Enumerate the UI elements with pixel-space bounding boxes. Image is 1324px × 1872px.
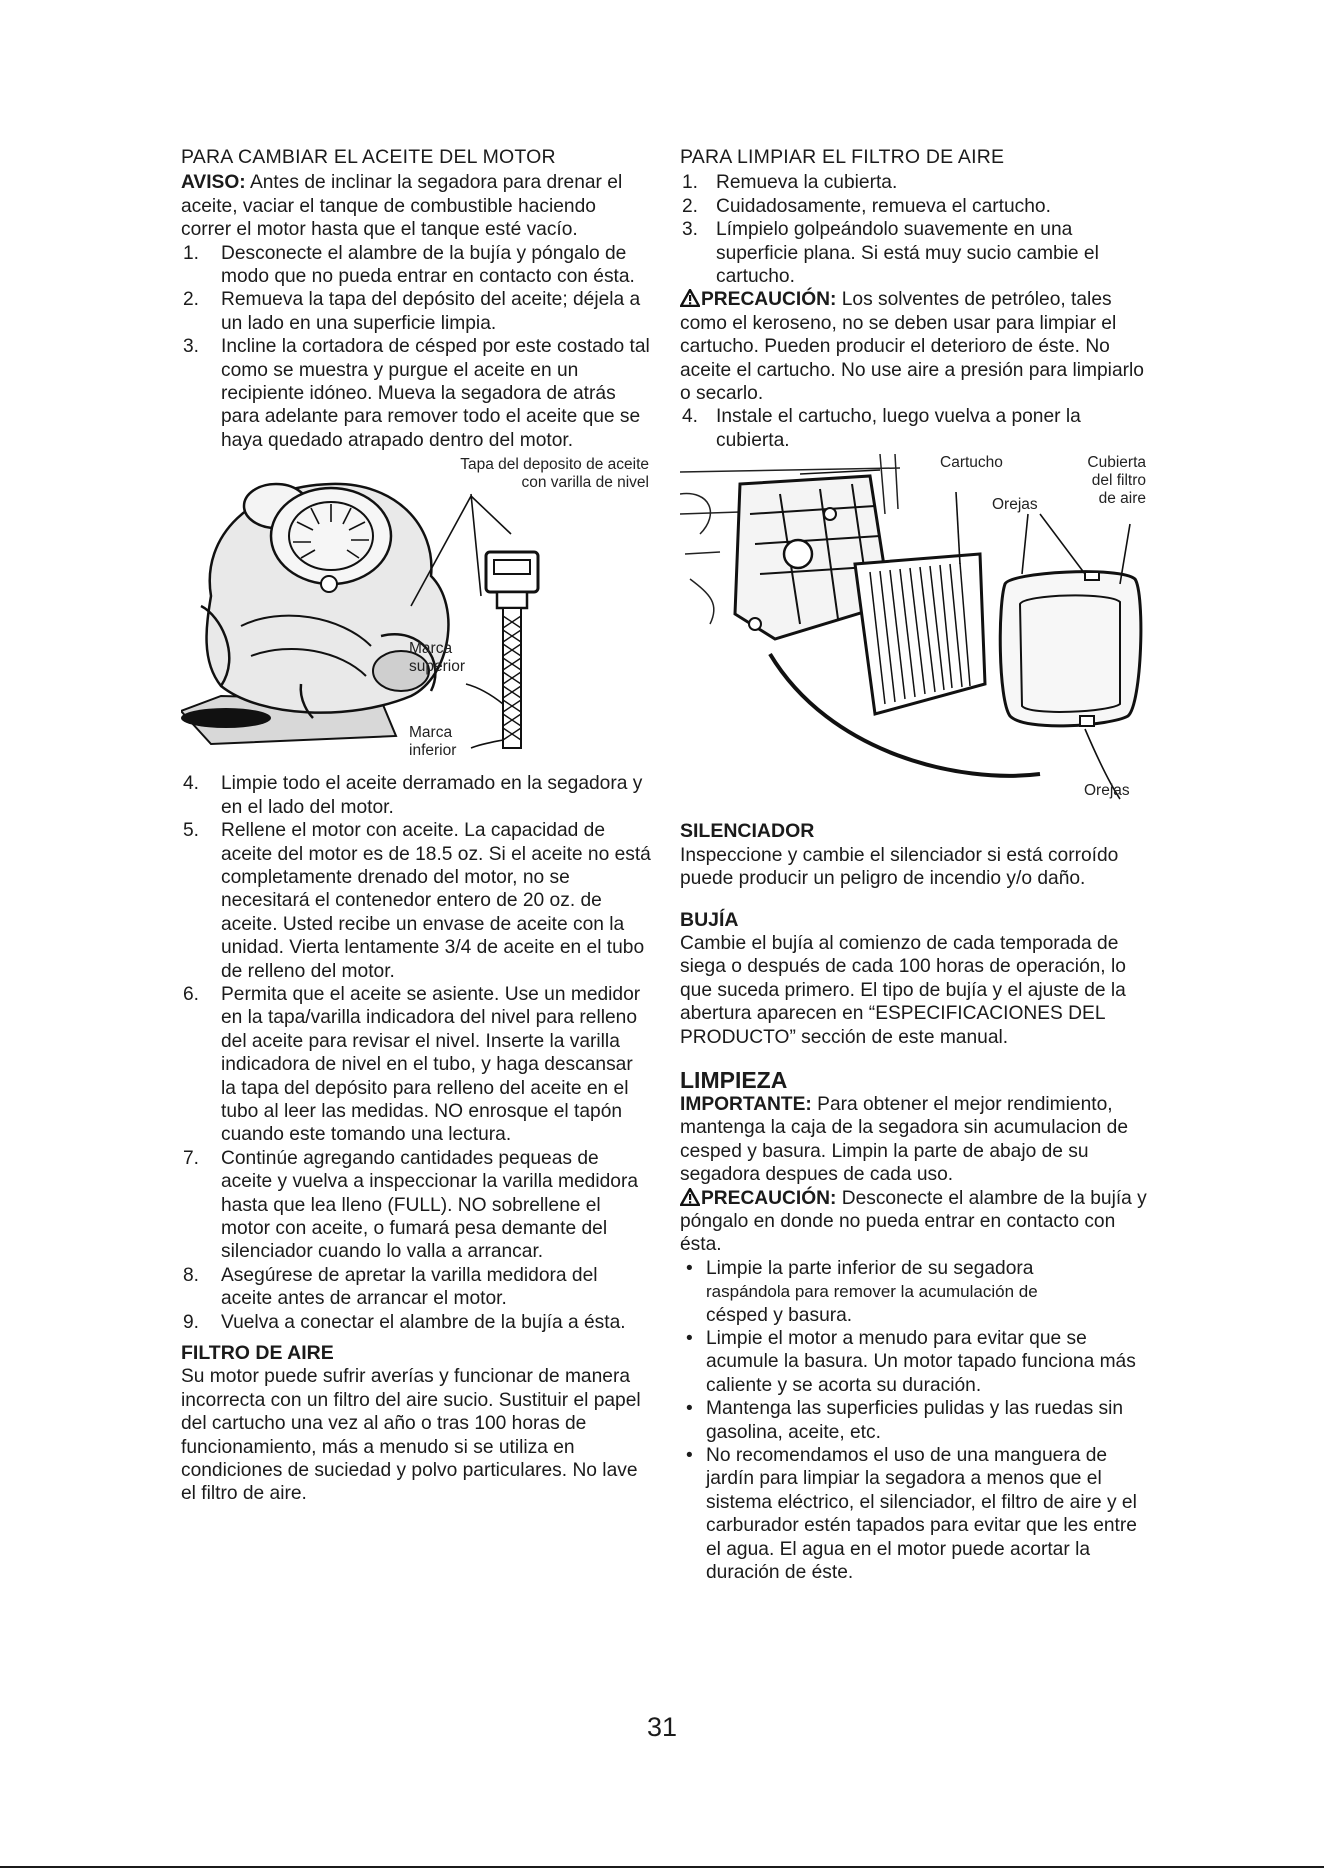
bullet-text: Limpie la parte inferior de su segadora	[706, 1257, 1034, 1279]
aviso-paragraph	[181, 171, 651, 241]
step-text: Rellene el motor con aceite. La capacidad de aceite del motor es de 18.5 oz. Si el aceite no está completamente drenado del motor, no se necesitará el contenedor entero de 20 oz. de aceite. Usted recibe un envase de aceite con la unidad. Vierta lentamente 3/4 de aceite en el tubo de relleno del motor.	[221, 820, 651, 982]
bullet-text: Mantenga las superficies pulidas y las ruedas sin gasolina, aceite, etc.	[706, 1398, 1124, 1443]
spark-plug-paragraph: Cambie el bujía al comienzo de cada temporada de siega o después de cada 100 horas de operación, lo que suceda primero. El tipo de bujía y el ajuste de la abertura aparecen en “ESPECIFICACIONES DEL PRODUCTO” sección de este manual.	[680, 932, 1126, 1048]
bullet-text: No recomendamos el uso de una manguera de jardín para limpiar la segadora a menos que el sistema eléctrico, el silenciador, el filtro de aire y el carburador estén tapados para evitar que les entre el agua. El agua en el motor puede acortar la duración de éste.	[706, 1445, 1137, 1584]
list-item	[181, 1264, 651, 1311]
bullet-text: Limpie el motor a menudo para evitar que se acumule la basura. Un motor tapado funciona más caliente y se acorta su duración.	[706, 1328, 1136, 1396]
list-item	[680, 1257, 1150, 1327]
upper-mark-line2: superior	[409, 658, 465, 676]
step-number: 1.	[183, 242, 200, 264]
oil-steps-list-a	[181, 242, 651, 453]
step-number: 7.	[183, 1147, 200, 1169]
air-filter-figure	[680, 454, 1150, 814]
cleaning-bullets	[680, 1257, 1150, 1585]
step-number: 2.	[682, 195, 699, 217]
warning-triangle-icon	[680, 1188, 700, 1206]
important-text: Para obtener el mejor rendimiento, mantenga la caja de la segadora sin acumulacion de cesped y basura. Limpin la parte de abajo de su segadora despues de cada uso.	[680, 1093, 1129, 1186]
step-text: Incline la cortadora de césped por este costado tal como se muestra y purgue el aceite en un recipiente idóneo. Mueva la segadora de atrás para adelante para remover todo el aceite que se haya quedado atrapado dentro del motor.	[221, 336, 650, 451]
lower-mark-line1: Marca	[409, 724, 453, 742]
caution-paragraph-2	[680, 1187, 1150, 1257]
step-text: Desconecte el alambre de la bujía y póngalo de modo que no pueda entrar en contacto con ésta.	[221, 242, 635, 288]
aviso-text: Antes de inclinar la segadora para drenar el aceite, vaciar el tanque de combustible haciendo correr el motor hasta que el tanque esté vacío.	[181, 172, 623, 241]
page-bottom-rule	[0, 1866, 1324, 1868]
cartucho-label: Cartucho	[940, 454, 1003, 472]
caution-label-1: PRECAUCIÓN:	[701, 289, 837, 311]
air-filter-illustration	[680, 454, 1150, 814]
step-number: 8.	[183, 1264, 200, 1286]
list-item	[181, 242, 651, 289]
lower-mark-label	[409, 724, 456, 760]
filter-steps-list-a	[680, 171, 1150, 288]
orejas-top-label: Orejas	[992, 496, 1038, 514]
cubierta-line3: de aire	[1098, 490, 1146, 508]
cap-label-line1: Tapa del deposito de aceite	[460, 456, 649, 474]
list-item	[181, 819, 651, 983]
list-item	[680, 171, 1150, 194]
cleaning-heading: LIMPIEZA	[680, 1066, 788, 1093]
oil-steps-list-b	[181, 772, 651, 1334]
step-text: Cuidadosamente, remueva el cartucho.	[716, 195, 1051, 217]
bullet-text-small: raspándola para remover la acumulación de	[706, 1282, 1038, 1302]
list-item	[181, 1147, 651, 1264]
list-item	[680, 1327, 1150, 1397]
air-filter-heading: FILTRO DE AIRE	[181, 1342, 334, 1365]
warning-triangle-icon	[680, 289, 700, 307]
lower-mark-line2: inferior	[409, 742, 457, 760]
right-column	[680, 146, 1150, 1584]
list-item	[181, 983, 651, 1147]
cap-label-line2: con varilla de nivel	[521, 474, 649, 492]
step-text: Asegúrese de apretar la varilla medidora del aceite antes de arrancar el motor.	[221, 1264, 598, 1310]
step-text: Limpie todo el aceite derramado en la segadora y en el lado del motor.	[221, 773, 643, 818]
oil-drain-figure	[181, 456, 651, 766]
cap-label	[413, 456, 649, 492]
left-column	[181, 146, 651, 1506]
step-number: 3.	[682, 219, 699, 241]
spark-plug-heading: BUJÍA	[680, 908, 739, 931]
spacer	[680, 1049, 1150, 1067]
oil-change-heading: PARA CAMBIAR EL ACEITE DEL MOTOR	[181, 146, 556, 168]
step-text: Continúe agregando cantidades pequeas de aceite y vuelva a inspeccionar la varilla medidora hasta que lea lleno (FULL). NO sobrellene el motor con aceite, o fumará pesa demante del silenciador cuando lo valla a arrancar.	[221, 1147, 639, 1263]
important-paragraph	[680, 1093, 1150, 1187]
caution-text-2: Desconecte el alambre de la bujía y póngalo en donde no pueda entrar en contacto con ésta.	[680, 1187, 1147, 1256]
mower-tilted-illustration	[181, 456, 651, 766]
step-number: 4.	[682, 406, 699, 428]
important-label: IMPORTANTE:	[680, 1093, 812, 1115]
list-item	[181, 335, 651, 452]
muffler-paragraph: Inspeccione y cambie el silenciador si está corroído puede producir un peligro de incendio y/o daño.	[680, 844, 1119, 890]
list-item	[680, 405, 1150, 452]
upper-mark-label	[409, 640, 465, 676]
spacer	[680, 891, 1150, 909]
orejas-bottom-label: Orejas	[1084, 782, 1130, 800]
air-filter-paragraph: Su motor puede sufrir averías y funcionar de manera incorrecta con un filtro del aire sucio. Sustituir el papel del cartucho una vez al año o tras 100 horas de funcionamiento, más a menudo si se utiliza en condiciones de suciedad y polvo particulares. No lave el filtro de aire.	[181, 1366, 641, 1505]
step-number: 6.	[183, 983, 200, 1005]
caution-paragraph-1	[680, 288, 1150, 405]
step-text: Remueva la cubierta.	[716, 172, 898, 194]
list-item	[181, 772, 651, 819]
step-text: Remueva la tapa del depósito del aceite; déjela a un lado en una superficie limpia.	[221, 289, 641, 334]
page-number: 31	[646, 1712, 678, 1742]
step-number: 2.	[183, 289, 200, 311]
muffler-heading: SILENCIADOR	[680, 820, 815, 843]
list-item	[680, 1397, 1150, 1444]
cubierta-line1: Cubierta	[1087, 454, 1146, 472]
cubierta-line2: del filtro	[1091, 472, 1146, 490]
list-item	[680, 1444, 1150, 1584]
filter-steps-list-b	[680, 405, 1150, 452]
list-item	[680, 218, 1150, 288]
caution-label-2: PRECAUCIÓN:	[701, 1187, 837, 1209]
upper-mark-line1: Marca	[409, 640, 453, 658]
step-number: 5.	[183, 820, 200, 842]
step-text: Vuelva a conectar el alambre de la bujía a ésta.	[221, 1311, 626, 1333]
caution-text-1: Los solventes de petróleo, tales como el keroseno, no se deben usar para limpiar el cartucho. Pueden producir el deterioro de éste. No aceite el cartucho. No use aire a presión para limpiarlo o secarlo.	[680, 289, 1144, 405]
clean-filter-heading: PARA LIMPIAR EL FILTRO DE AIRE	[680, 146, 1005, 168]
list-item	[181, 288, 651, 335]
bullet-text-rest: césped y basura.	[706, 1304, 853, 1326]
aviso-label: AVISO:	[181, 172, 246, 194]
step-text: Límpielo golpeándolo suavemente en una superficie plana. Si está muy sucio cambie el cartucho.	[716, 219, 1099, 288]
step-number: 3.	[183, 336, 200, 358]
step-number: 9.	[183, 1311, 200, 1333]
step-number: 1.	[682, 172, 699, 194]
cubierta-label	[1056, 454, 1146, 508]
list-item	[181, 1311, 651, 1334]
step-text: Permita que el aceite se asiente. Use un medidor en la tapa/varilla indicadora del nivel para relleno del aceite para revisar el nivel. Inserte la varilla indicadora de nivel en el tubo, y haga descansar la tapa del depósito para relleno del aceite en el tubo al leer las medidas. NO enrosque el tapón cuando este tomando una lectura.	[221, 983, 641, 1146]
step-number: 4.	[183, 773, 200, 795]
list-item	[680, 195, 1150, 218]
step-text: Instale el cartucho, luego vuelva a poner la cubierta.	[716, 406, 1081, 451]
